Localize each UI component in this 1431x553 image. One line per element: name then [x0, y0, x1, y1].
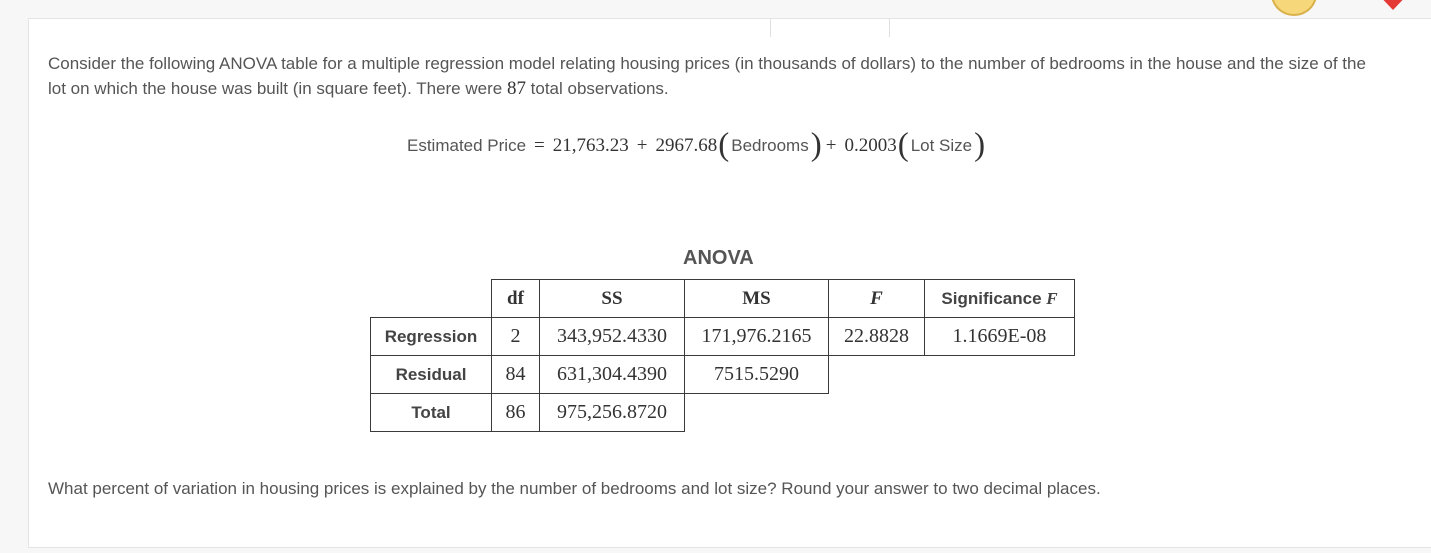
heart-icon[interactable]	[1374, 0, 1412, 12]
anova-title: ANOVA	[683, 247, 754, 269]
paren-open-1: (	[718, 126, 730, 163]
row-label-regression: Regression	[371, 318, 492, 356]
header-significance-label: Significance	[941, 288, 1042, 308]
table-row-regression	[371, 318, 1075, 356]
cell-residual-df: 84	[492, 356, 540, 394]
cell-residual-f-empty	[829, 356, 925, 394]
equation-equals: =	[534, 135, 545, 156]
row-label-residual: Residual	[371, 356, 492, 394]
cell-total-sig-empty	[925, 394, 1075, 432]
equation-var-bedrooms: Bedrooms	[731, 136, 809, 155]
anova-header-row	[371, 280, 1075, 318]
cell-residual-ss: 631,304.4390	[540, 356, 685, 394]
coin-icon[interactable]	[1271, 0, 1317, 16]
paren-open-2: (	[897, 126, 909, 163]
question-text-after: total observations.	[525, 79, 669, 98]
header-ms: MS	[685, 280, 829, 318]
cell-regression-ss: 343,952.4330	[540, 318, 685, 356]
top-tab[interactable]	[770, 19, 890, 37]
cell-regression-df: 2	[492, 318, 540, 356]
equation-intercept: 21,763.23	[552, 135, 629, 156]
equation-plus-1: +	[636, 135, 648, 156]
table-row-residual	[371, 356, 1075, 394]
equation-coef-bedrooms: 2967.68	[655, 135, 718, 156]
cell-total-f-empty	[829, 394, 925, 432]
regression-equation	[407, 128, 989, 164]
cell-total-ms-empty	[685, 394, 829, 432]
header-blank	[371, 280, 492, 318]
cell-regression-ms: 171,976.2165	[685, 318, 829, 356]
header-df: df	[492, 280, 540, 318]
header-ss: SS	[540, 280, 685, 318]
header-significance-f-symbol: F	[1046, 288, 1058, 308]
cell-regression-significance: 1.1669E-08	[925, 318, 1075, 356]
question-prompt: What percent of variation in housing prices is explained by the number of bedrooms and lot size? Round your answer to two decimal places.	[48, 479, 1101, 498]
equation-lhs: Estimated Price	[407, 136, 527, 155]
cell-total-ss: 975,256.8720	[540, 394, 685, 432]
header-significance-f	[925, 280, 1075, 318]
header-f: F	[829, 280, 925, 318]
row-label-total: Total	[371, 394, 492, 432]
anova-table	[370, 279, 1075, 432]
cell-total-df: 86	[492, 394, 540, 432]
question-text-before: Consider the following ANOVA table for a multiple regression model relating housing prices (in thousands of dollars) to the number of bedrooms in the house and the size of the lot on which the house was built (in square feet). There were	[48, 54, 1366, 98]
cell-residual-sig-empty	[925, 356, 1075, 394]
equation-coef-lotsize: 0.2003	[844, 135, 897, 156]
observations-count: 87	[506, 78, 526, 99]
equation-plus-2: +	[825, 135, 837, 156]
cell-regression-f: 22.8828	[829, 318, 925, 356]
table-row-total	[371, 394, 1075, 432]
cell-residual-ms: 7515.5290	[685, 356, 829, 394]
equation-var-lotsize: Lot Size	[910, 136, 973, 155]
paren-close-1: )	[810, 126, 822, 163]
paren-close-2: )	[974, 126, 986, 163]
question-text	[48, 51, 1388, 101]
